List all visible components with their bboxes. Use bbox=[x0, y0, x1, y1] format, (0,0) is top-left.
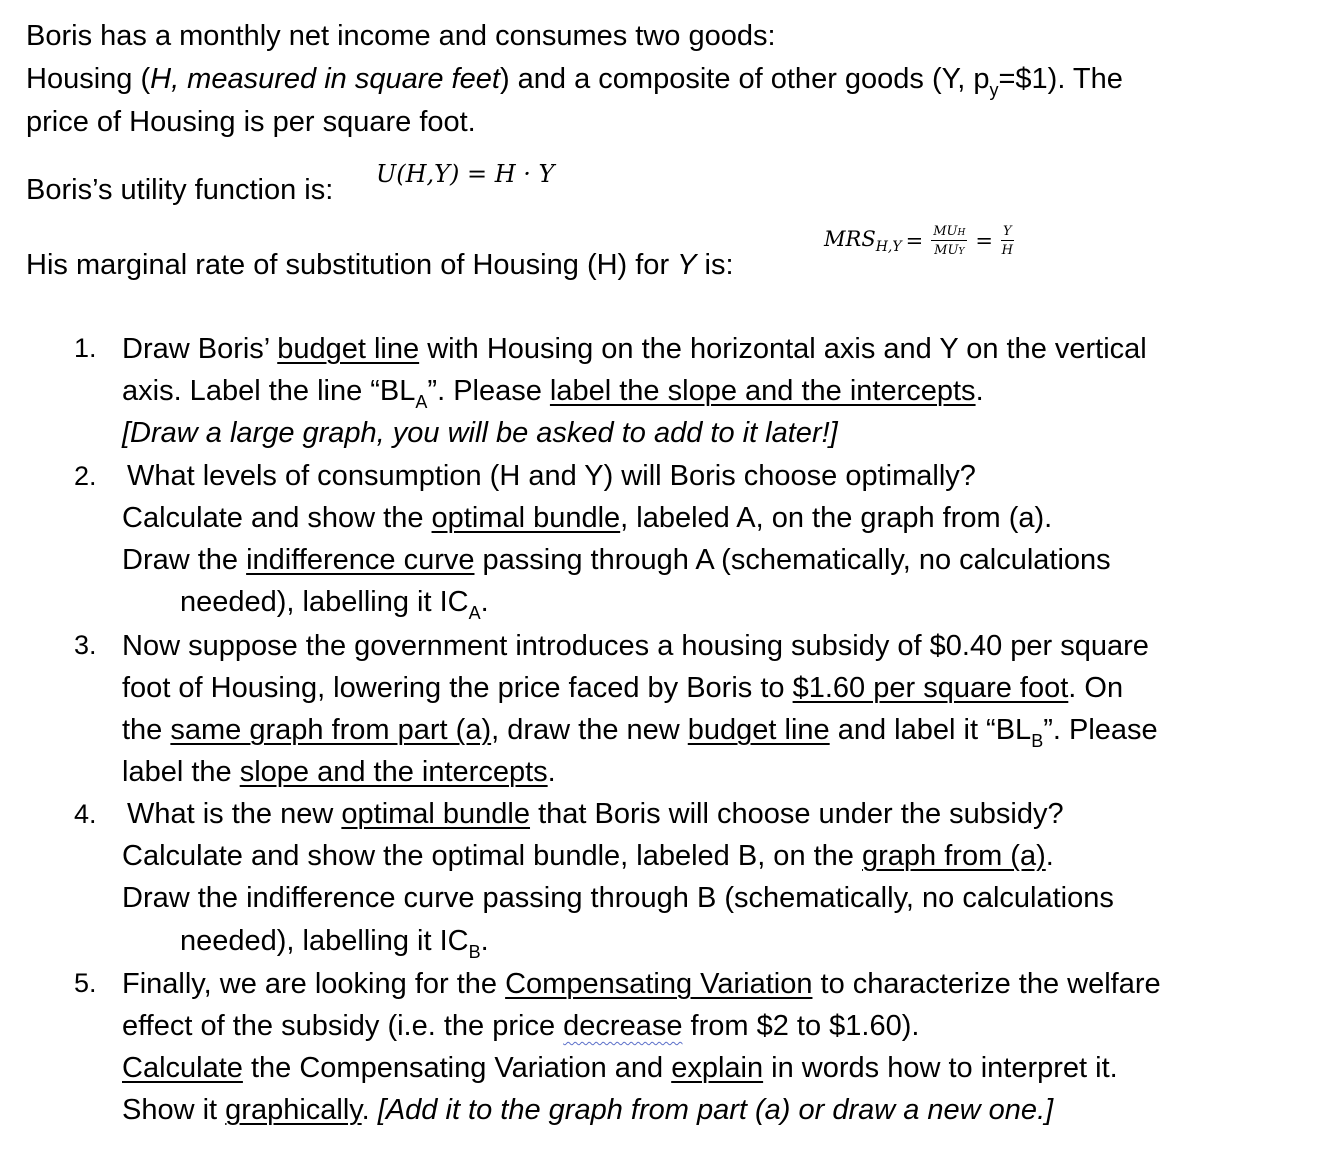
mrs-fraction-yh: $\frac{Y}{H}$ bbox=[1001, 224, 1013, 258]
mrs-fraction-mu: $\frac{\text{MUH}}{\text{MUY}}$ bbox=[933, 224, 966, 258]
q5-number: 5. bbox=[74, 968, 97, 998]
q2-line-4: needed), labelling it $IC_A$. bbox=[180, 586, 489, 623]
mrs-label-line bbox=[26, 248, 734, 282]
mrs-label-a: His marginal rate of substitution of Housing (H) for bbox=[26, 249, 678, 281]
q4-line-4: needed), labelling it $IC_B$. bbox=[180, 925, 489, 962]
q1-budget-line-link: budget line bbox=[277, 333, 420, 365]
q1-number: 1. bbox=[74, 333, 97, 363]
q1-line-1: Draw Boris’ budget line with Housing on the horizontal axis and Y on the vertical bbox=[122, 333, 1147, 365]
q5-line-1: Finally, we are looking for the Compensating Variation to characterize the welfare bbox=[122, 968, 1161, 1000]
q5-line-3: Calculate the Compensating Variation and explain in words how to interpret it. bbox=[122, 1052, 1118, 1084]
intro-line-2 bbox=[26, 62, 1123, 107]
q1-line-3: [Draw a large graph, you will be asked to add to it later!] bbox=[122, 417, 838, 449]
q2-line-2: Calculate and show the optimal bundle, labeled A, on the graph from (a). bbox=[122, 502, 1053, 534]
intro-line-3 bbox=[26, 105, 476, 139]
q4-line-1: What is the new optimal bundle that Boris will choose under the subsidy? bbox=[127, 798, 1064, 830]
utility-label: Boris’s utility function is: bbox=[26, 174, 334, 206]
intro-text-1: Boris has a monthly net income and consumes two goods: bbox=[26, 20, 776, 52]
q4-line-2: Calculate and show the optimal bundle, labeled B, on the graph from (a). bbox=[122, 840, 1054, 872]
mrs-eq-sign-2: = bbox=[975, 229, 993, 253]
q5-line-2: effect of the subsidy (i.e. the price decrease from $2 to $1.60). bbox=[122, 1010, 920, 1042]
q4-number: 4. bbox=[74, 799, 97, 829]
intro-text-2c: ) and a composite of other goods (Y, p bbox=[499, 63, 990, 95]
q3-line-1: Now suppose the government introduces a housing subsidy of $0.40 per square bbox=[122, 630, 1149, 662]
utility-equation: U(H,Y) = H · Y bbox=[376, 160, 555, 188]
utility-label-line bbox=[26, 173, 333, 207]
mrs-eq-sign-1: = bbox=[905, 229, 924, 253]
q3-line-4: label the slope and the intercepts. bbox=[122, 756, 556, 788]
intro-line-1 bbox=[26, 19, 776, 53]
spellcheck-underline: decrease bbox=[563, 1010, 683, 1042]
q3-line-3: the same graph from part (a), draw the new budget line and label it “$BL_B$”. Please bbox=[122, 714, 1158, 751]
py-subscript: y bbox=[989, 80, 999, 100]
q2-line-3: Draw the indifference curve passing through A (schematically, no calculations bbox=[122, 544, 1111, 576]
q3-line-2: foot of Housing, lowering the price faced by Boris to $1.60 per square foot. On bbox=[122, 672, 1124, 704]
intro-text-2b: H, measured in square feet bbox=[150, 63, 500, 95]
mrs-label-y: Y bbox=[677, 249, 697, 281]
mrs-equation bbox=[824, 224, 1018, 258]
q3-number: 3. bbox=[74, 630, 97, 660]
q1-line-2: axis. Label the line “$BL_A$”. Please label the slope and the intercepts. bbox=[122, 375, 984, 412]
q5-line-4: Show it graphically. [Add it to the graph from part (a) or draw a new one.] bbox=[122, 1094, 1054, 1126]
mrs-lhs: $MRS_{H,Y}$ bbox=[824, 227, 902, 255]
intro-text-2d: =$1). The bbox=[998, 63, 1123, 95]
q2-number: 2. bbox=[74, 461, 97, 491]
q4-line-3: Draw the indifference curve passing through B (schematically, no calculations bbox=[122, 882, 1114, 914]
q2-line-1: What levels of consumption (H and Y) will Boris choose optimally? bbox=[127, 460, 976, 492]
intro-text-2a: Housing ( bbox=[26, 63, 151, 95]
intro-text-3: price of Housing is per square foot. bbox=[26, 106, 476, 138]
mrs-label-c: is: bbox=[696, 249, 734, 281]
